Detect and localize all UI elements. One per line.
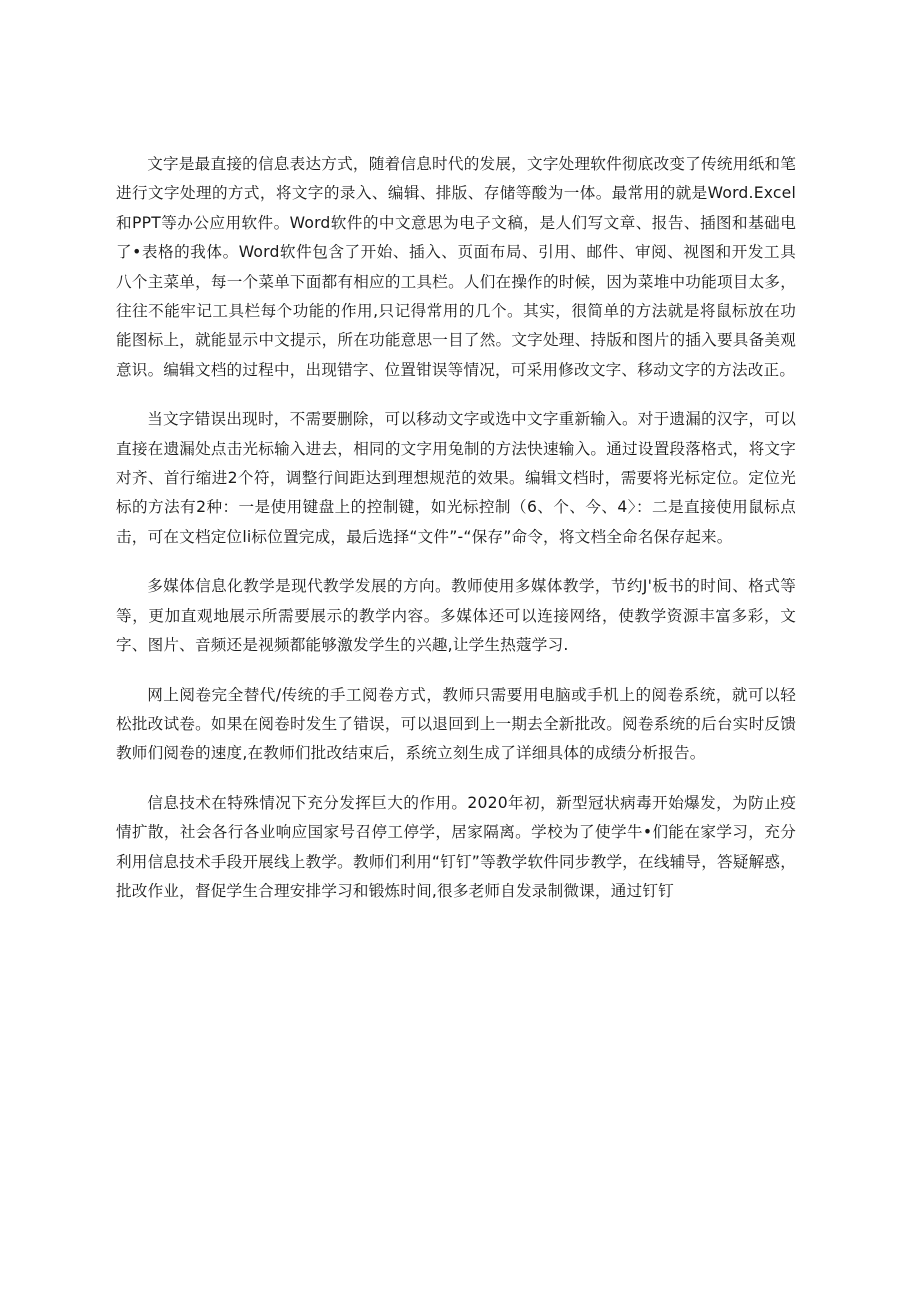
paragraph-text-correction: 当文字错误出现时，不需要删除，可以移动文字或选中文字重新输入。对于遗漏的汉字，可以直接在遗漏处点击光标输入进去，相同的文字用兔制的方法快速输入。通过设置段落格式，将文字对齐、首行缩进2个符，调整行间距达到理想规范的效果。编辑文档时，需要将光标定位。定位光标的方法有2种：一是使用键盘上的控制键，如光标控制（6、个、今、4〉：二是直接使用鼠标点击，可在文档定位li标位置完成，最后选择“文件”-“保存”命令，将文档全命名保存起来。 bbox=[116, 410, 796, 546]
document-page bbox=[116, 150, 796, 926]
paragraph-online-grading: 网上阅卷完全替代/传统的手工阅卷方式，教师只需要用电脑或手机上的阅卷系统，就可以轻松批改试卷。如果在阅卷时发生了错误，可以退回到上一期去全新批改。阅卷系统的后台实时反馈教师们阅卷的速度,在教师们批改结束后，系统立刻生成了详细具体的成绩分析报告。 bbox=[116, 685, 796, 763]
paragraph-word-processing: 文字是最直接的信息表达方式，随着信息时代的发展，文字处理软件彻底改变了传统用纸和笔进行文字处理的方式，将文字的录入、编辑、排版、存储等酸为一体。最常用的就是Word.Excel和PPT等办公应用软件。Word软件的中文意思为电子文稿，是人们写文章、报告、插图和基础电了•表格的我体。Word软件包含了开始、插入、页面布局、引用、邮件、审阅、视图和开发工具八个主菜单，每一个菜单下面都有相应的工具栏。人们在操作的时候，因为菜堆中功能项目太多，往往不能牢记工具栏每个功能的作用,只记得常用的几个。其实，很简单的方法就是将鼠标放在功能图标上，就能显示中文提示，所在功能意思一目了然。文字处理、持版和图片的插入要具备美观意识。编辑文档的过程中，出现错字、位置钳误等情况，可采用修改文字、移动文字的方法改正。 bbox=[116, 155, 796, 379]
paragraph-multimedia-teaching: 多媒体信息化教学是现代教学发展的方向。教师使用多媒体教学，节约J'板书的时间、格式等等，更加直观地展示所需要展示的教学内容。多媒体还可以连接网络，使教学资源丰富多彩，文字、图片、音频还是视频都能够激发学生的兴趣,让学生热蔻学习. bbox=[116, 577, 796, 655]
paragraph-special-circumstances: 信息技术在特殊情况下充分发挥巨大的作用。2020年初，新型冠状病毒开始爆发，为防止疫情扩散，社会各行各业响应国家号召停工停学，居家隔离。学校为了使学牛•们能在家学习，充分利用信息技术手段开展线上教学。教师们利用“钉钉”等教学软件同步教学，在线辅导，答疑解惑，批改作业，督促学生合理安排学习和锻炼时间,很多老师自发录制微课，通过钉钉 bbox=[116, 793, 796, 900]
